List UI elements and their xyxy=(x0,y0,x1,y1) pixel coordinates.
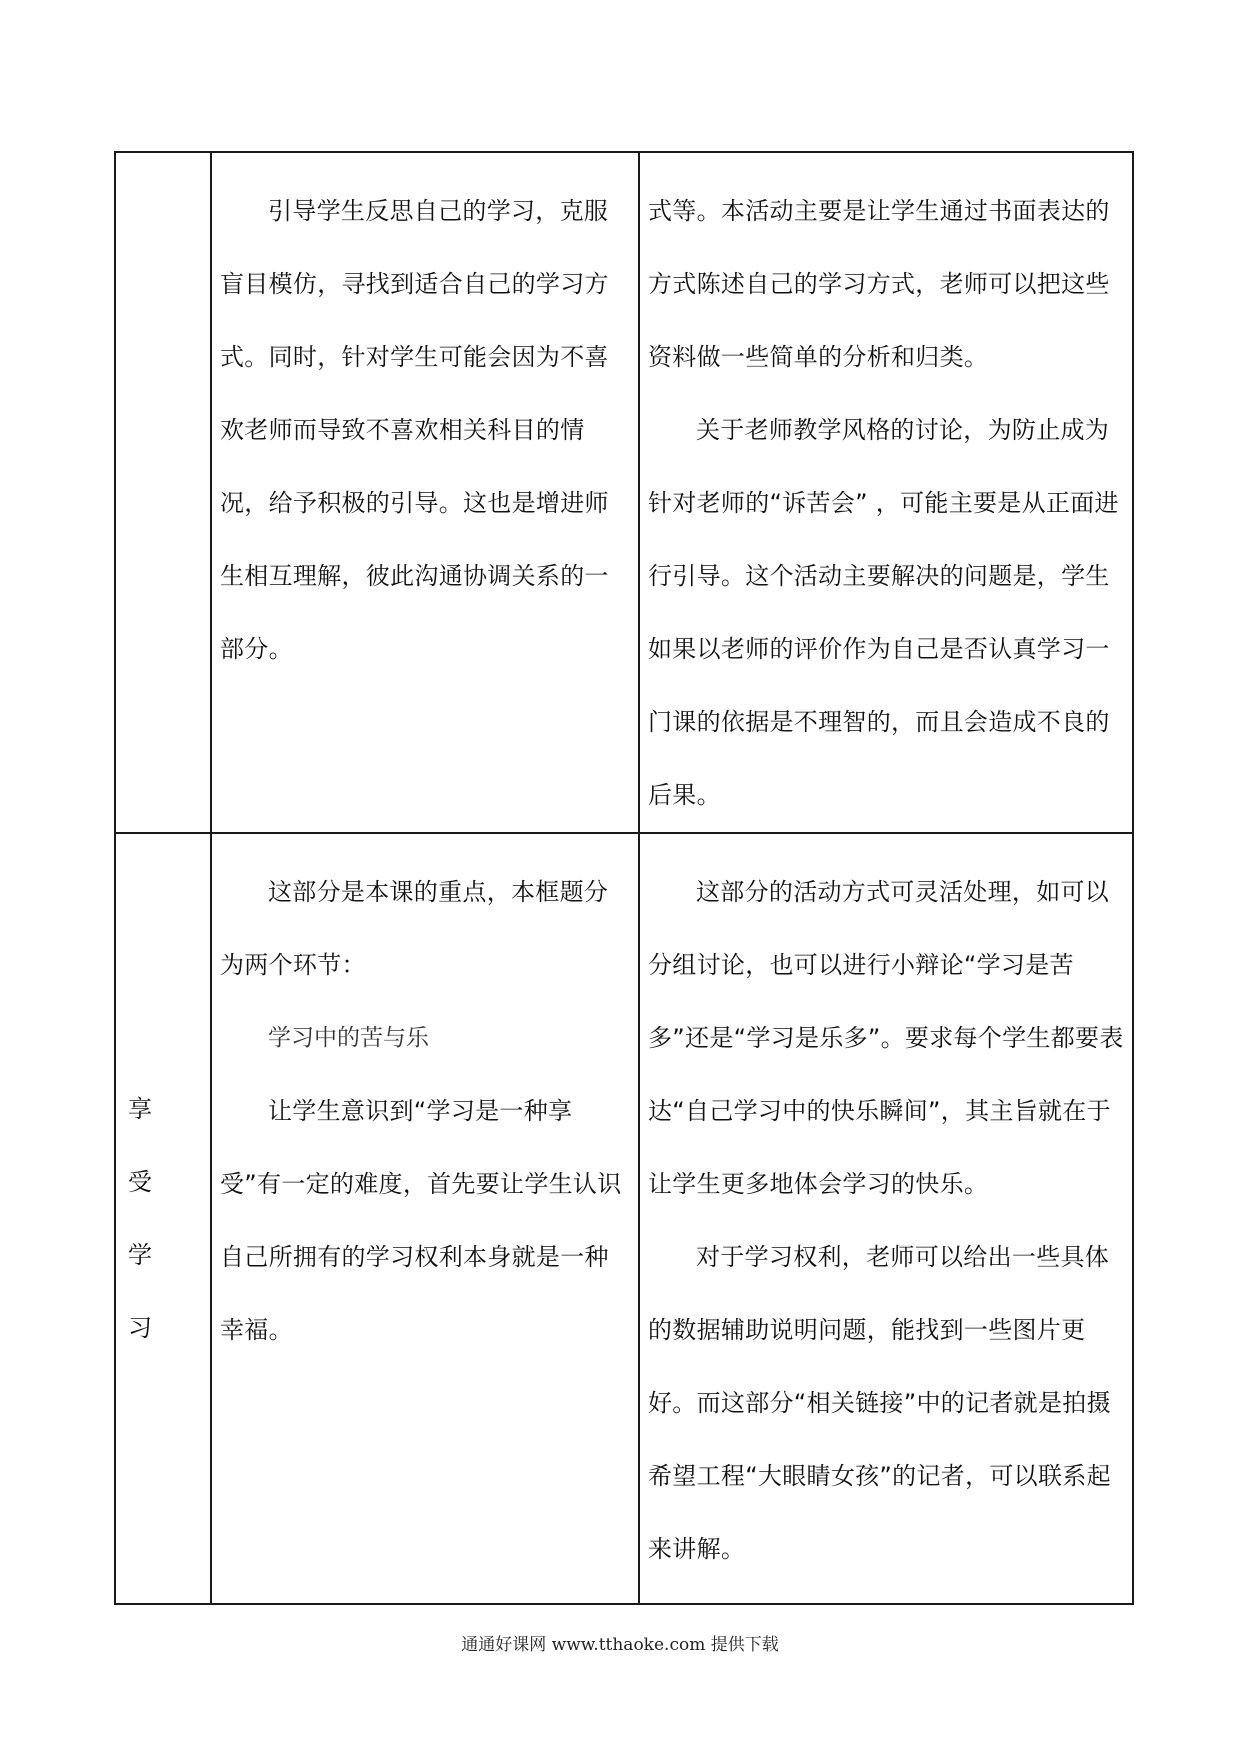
label-char: 享 xyxy=(128,1094,152,1123)
row-label-cell xyxy=(115,152,211,833)
paragraph: 式等。本活动主要是让学生通过书面表达的方式陈述自己的学习方式，老师可以把这些资料做一些简单的分析和归类。 xyxy=(648,197,1110,371)
sub-heading: 学习中的苦与乐 xyxy=(268,1025,429,1051)
paragraph: 关于老师教学风格的讨论，为防止成为针对老师的“诉苦会” ，可能主要是从正面进行引导。这个活动主要解决的问题是，学生如果以老师的评价作为自己是否认真学习一门课的依据是不理智的，而且会造成不良的后果。 xyxy=(648,416,1119,809)
table-row xyxy=(115,833,1133,1604)
content-cell xyxy=(211,833,639,1604)
table-row xyxy=(115,152,1133,833)
paragraph: 让学生意识到“学习是一种享受”有一定的难度，首先要让学生认识自己所拥有的学习权利本身就是一种幸福。 xyxy=(220,1097,622,1344)
paragraph: 引导学生反思自己的学习，克服盲目模仿，寻找到适合自己的学习方式。同时，针对学生可能会因为不喜欢老师而导致不喜欢相关科目的情况，给予积极的引导。这也是增进师生相互理解，彼此沟通协调关系的一部分。 xyxy=(220,197,609,663)
lesson-table xyxy=(114,151,1134,1605)
row-label xyxy=(116,834,210,1603)
content-cell xyxy=(211,152,639,833)
label-char: 学 xyxy=(128,1240,152,1269)
label-char: 习 xyxy=(128,1313,152,1342)
paragraph: 对于学习权利，老师可以给出一些具体的数据辅助说明问题，能找到一些图片更好。而这部分“相关链接”中的记者就是拍摄希望工程“大眼睛女孩”的记者，可以联系起来讲解。 xyxy=(648,1243,1111,1563)
notes-cell xyxy=(639,833,1133,1604)
page-footer: 通通好课网 www.tthaoke.com 提供下载 xyxy=(461,1635,779,1655)
paragraph: 这部分是本课的重点，本框题分为两个环节： xyxy=(220,878,609,979)
paragraph: 这部分的活动方式可灵活处理，如可以分组讨论，也可以进行小辩论“学习是苦多”还是“学习是乐多”。要求每个学生都要表达“自己学习中的快乐瞬间”，其主旨就在于让学生更多地体会学习的快乐。 xyxy=(648,878,1124,1198)
label-char: 受 xyxy=(128,1167,152,1196)
row-label-cell xyxy=(115,833,211,1604)
notes-cell xyxy=(639,152,1133,833)
